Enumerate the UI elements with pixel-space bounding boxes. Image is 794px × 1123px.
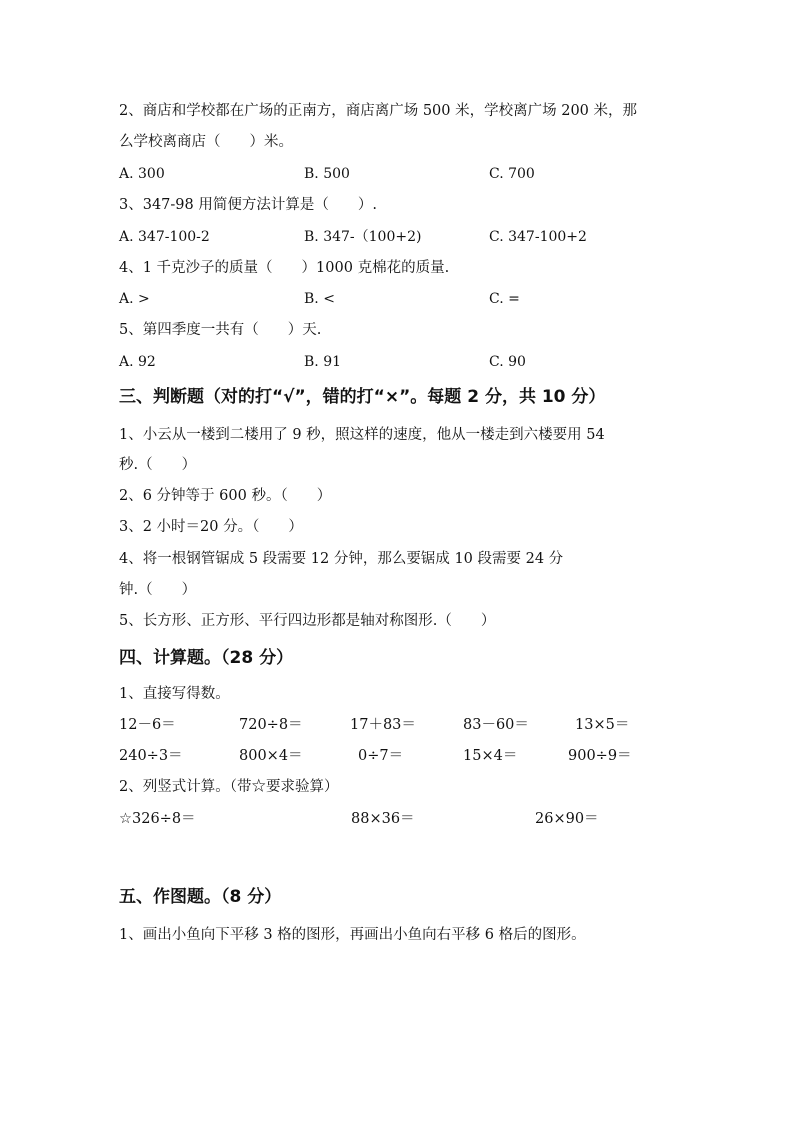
option-a: A. 300 [119, 166, 165, 182]
judge-q1-line-1: 1、小云从一楼到二楼用了 9 秒，照这样的速度，他从一楼走到六楼要用 54 [119, 427, 605, 443]
section-4-heading: 四、计算题。（28 分） [119, 648, 294, 668]
option-c: C. 700 [489, 166, 535, 182]
question-3-line-1: 3、347-98 用简便方法计算是（ ）. [119, 197, 377, 213]
calc-item: 17＋83＝ [350, 717, 416, 733]
option-c: C. = [489, 291, 520, 307]
option-a: A. > [119, 291, 150, 307]
option-b: B. 91 [304, 354, 342, 370]
calc-sub-1: 1、直接写得数。 [119, 686, 230, 702]
calc-item: 88×36＝ [351, 811, 415, 827]
calc-item: 720÷8＝ [239, 717, 303, 733]
drawing-q1: 1、画出小鱼向下平移 3 格的图形，再画出小鱼向右平移 6 格后的图形。 [119, 927, 586, 943]
calc-item: 13×5＝ [575, 717, 630, 733]
calc-item: 83－60＝ [463, 717, 529, 733]
question-4-line-1: 4、1 千克沙子的质量（ ）1000 克棉花的质量. [119, 260, 450, 276]
calc-item: 15×4＝ [463, 748, 518, 764]
section-5-heading: 五、作图题。（8 分） [119, 887, 282, 907]
judge-q4-line-1: 4、将一根钢管锯成 5 段需要 12 分钟，那么要锯成 10 段需要 24 分 [119, 551, 564, 567]
calc-item: 240÷3＝ [119, 748, 183, 764]
option-c: C. 90 [489, 354, 526, 370]
judge-q5: 5、长方形、正方形、平行四边形都是轴对称图形.（ ） [119, 613, 496, 629]
question-2-line-1: 2、商店和学校都在广场的正南方，商店离广场 500 米，学校离广场 200 米，那 [119, 103, 638, 119]
judge-q3: 3、2 小时＝20 分。（ ） [119, 519, 303, 535]
question-2-line-2: 么学校离商店（ ）米。 [119, 134, 293, 150]
calc-item: 800×4＝ [239, 748, 303, 764]
option-a: A. 347-100-2 [119, 229, 210, 245]
calc-item: ☆326÷8＝ [119, 811, 196, 827]
option-b: B. < [304, 291, 335, 307]
option-b: B. 347-（100+2) [304, 229, 422, 245]
calc-sub-2: 2、列竖式计算。（带☆要求验算） [119, 779, 339, 795]
judge-q2: 2、6 分钟等于 600 秒。（ ） [119, 488, 332, 504]
option-c: C. 347-100+2 [489, 229, 587, 245]
section-3-heading: 三、判断题（对的打“√”，错的打“×”。每题 2 分，共 10 分） [119, 387, 606, 407]
calc-item: 0÷7＝ [358, 748, 404, 764]
calc-item: 900÷9＝ [568, 748, 632, 764]
question-5-line-1: 5、第四季度一共有（ ）天. [119, 322, 322, 338]
judge-q1-line-2: 秒.（ ） [119, 457, 197, 473]
calc-item: 12－6＝ [119, 717, 176, 733]
option-b: B. 500 [304, 166, 350, 182]
option-a: A. 92 [119, 354, 156, 370]
judge-q4-line-2: 钟.（ ） [119, 582, 197, 598]
calc-item: 26×90＝ [535, 811, 599, 827]
